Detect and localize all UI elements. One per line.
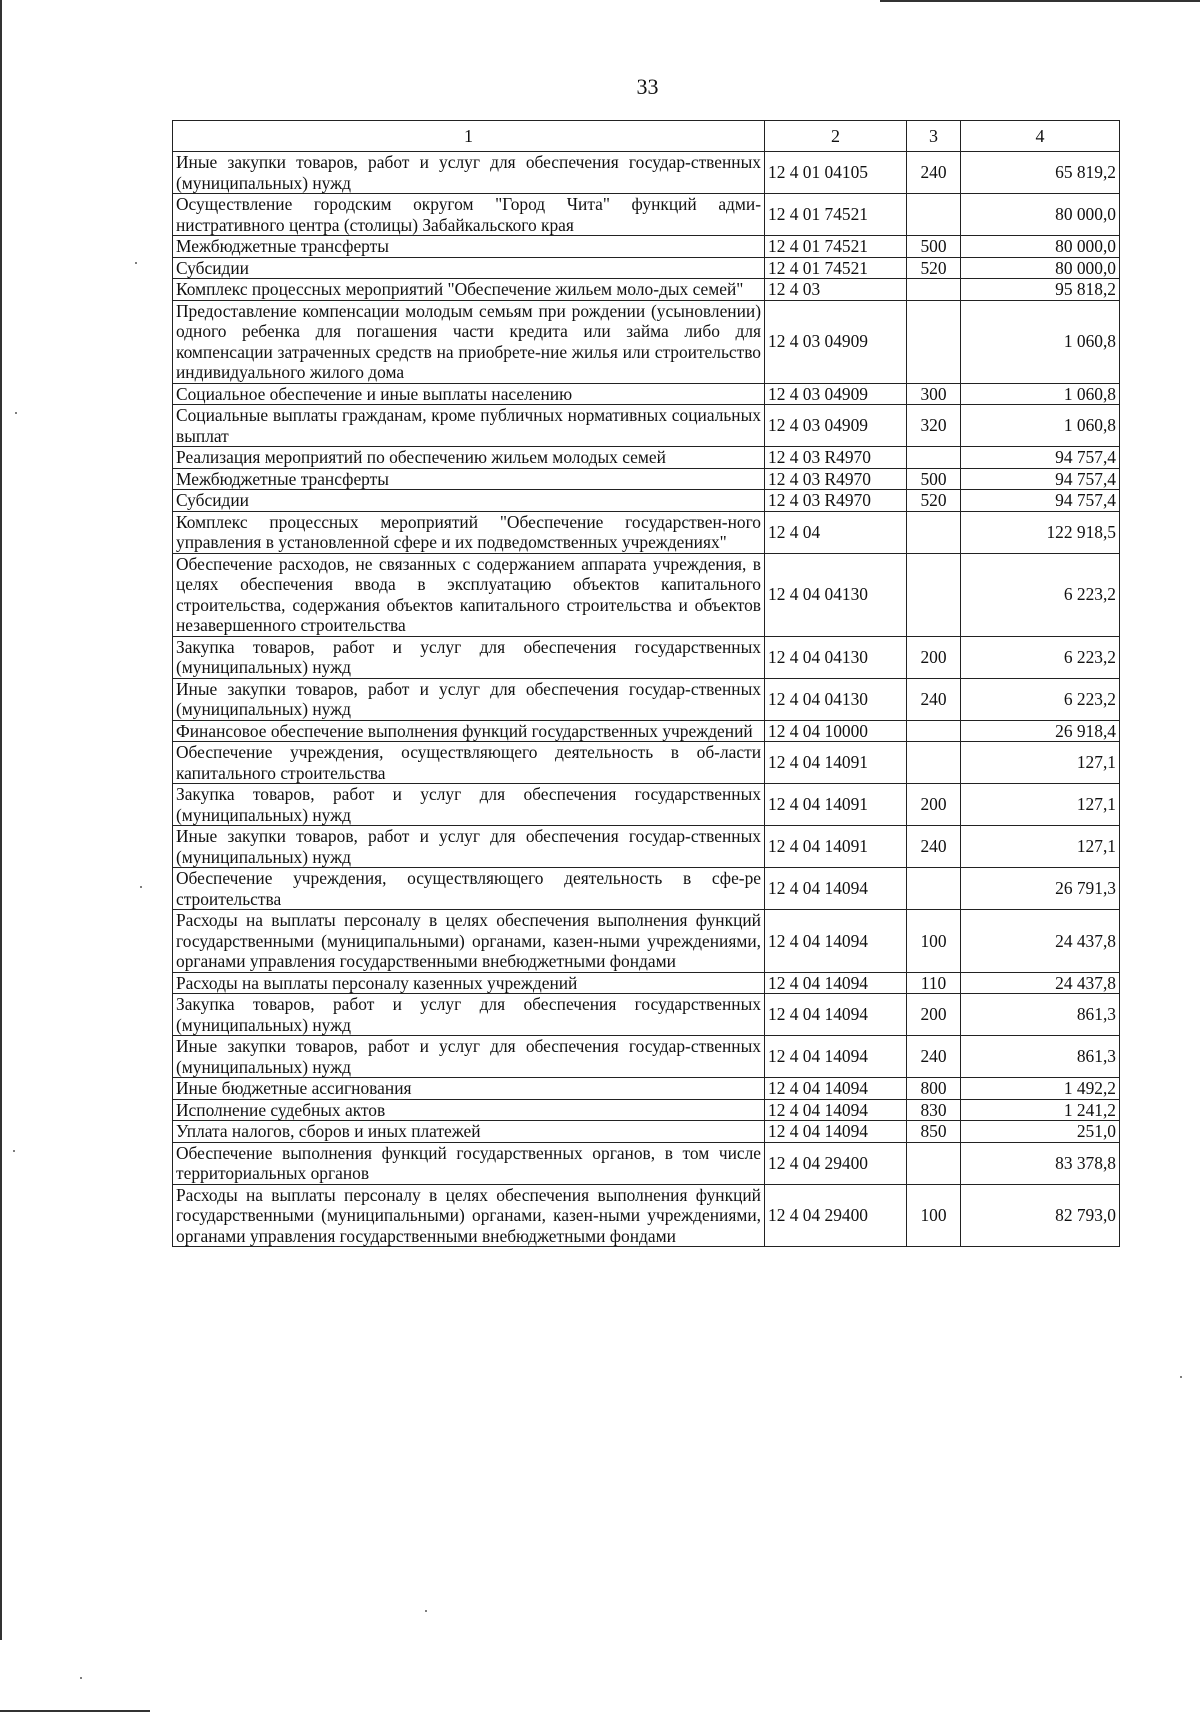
row-sum: 861,3 [961,994,1120,1036]
row-expense-type: 200 [907,784,961,826]
scan-speck [425,1610,427,1612]
row-sum: 1 241,2 [961,1099,1120,1121]
table-row [173,468,1120,490]
row-expense-type: 830 [907,1099,961,1121]
row-code: 12 4 04 04130 [765,678,907,720]
row-name: Закупка товаров, работ и услуг для обеспечения государственных (муниципальных) нужд [173,994,765,1036]
row-expense-type [907,279,961,301]
scan-margin-line-bottom [0,1710,150,1712]
row-code: 12 4 04 14094 [765,868,907,910]
row-code: 12 4 04 29400 [765,1142,907,1184]
row-sum: 127,1 [961,784,1120,826]
row-code: 12 4 03 04909 [765,405,907,447]
row-name: Комплекс процессных мероприятий "Обеспечение государствен-ного управления в установленной сфере и их подведомственных учреждениях" [173,511,765,553]
row-sum: 6 223,2 [961,636,1120,678]
row-expense-type: 240 [907,152,961,194]
row-name: Иные закупки товаров, работ и услуг для обеспечения государ-ственных (муниципальных) нужд [173,678,765,720]
row-name: Закупка товаров, работ и услуг для обеспечения государственных (муниципальных) нужд [173,636,765,678]
row-expense-type [907,553,961,636]
row-name: Обеспечение расходов, не связанных с содержанием аппарата учреждения, в целях обеспечения ввода в эксплуатацию объектов капитального строительства, содержания объектов капитального строительства и объектов незавершенного строительства [173,553,765,636]
row-expense-type: 520 [907,257,961,279]
budget-table [172,120,1120,1247]
table-row [173,194,1120,236]
row-expense-type: 520 [907,490,961,512]
row-name: Реализация мероприятий по обеспечению жильем молодых семей [173,447,765,469]
row-expense-type: 100 [907,910,961,973]
row-code: 12 4 04 04130 [765,636,907,678]
row-expense-type: 240 [907,678,961,720]
row-name: Иные закупки товаров, работ и услуг для обеспечения государ-ственных (муниципальных) нужд [173,152,765,194]
row-sum: 26 918,4 [961,720,1120,742]
row-sum: 94 757,4 [961,468,1120,490]
row-sum: 122 918,5 [961,511,1120,553]
row-name: Финансовое обеспечение выполнения функций государственных учреждений [173,720,765,742]
table-row [173,720,1120,742]
table-row [173,257,1120,279]
row-name: Расходы на выплаты персоналу казенных учреждений [173,972,765,994]
table-row [173,300,1120,383]
row-name: Субсидии [173,490,765,512]
row-expense-type: 850 [907,1121,961,1143]
row-code: 12 4 01 74521 [765,257,907,279]
row-expense-type: 320 [907,405,961,447]
row-code: 12 4 01 04105 [765,152,907,194]
row-name: Расходы на выплаты персоналу в целях обеспечения выполнения функций государственными (муниципальными) органами, казен-ными учреждениями, органами управления государственными внебюджетными фондами [173,1184,765,1247]
row-sum: 80 000,0 [961,257,1120,279]
table-row [173,910,1120,973]
row-sum: 24 437,8 [961,972,1120,994]
row-name: Исполнение судебных актов [173,1099,765,1121]
scan-speck [15,412,17,414]
row-sum: 6 223,2 [961,553,1120,636]
row-sum: 95 818,2 [961,279,1120,301]
table-row [173,1142,1120,1184]
scan-speck [135,262,137,264]
row-code: 12 4 04 14091 [765,784,907,826]
row-name: Уплата налогов, сборов и иных платежей [173,1121,765,1143]
table-row [173,636,1120,678]
row-expense-type: 240 [907,1036,961,1078]
row-sum: 1 492,2 [961,1078,1120,1100]
row-expense-type: 240 [907,826,961,868]
row-code: 12 4 01 74521 [765,194,907,236]
row-code: 12 4 04 14094 [765,1099,907,1121]
table-row [173,405,1120,447]
row-name: Межбюджетные трансферты [173,468,765,490]
row-code: 12 4 04 14094 [765,910,907,973]
table-row [173,1078,1120,1100]
row-name: Комплекс процессных мероприятий "Обеспечение жильем моло-дых семей" [173,279,765,301]
row-expense-type [907,1142,961,1184]
row-name: Обеспечение учреждения, осуществляющего деятельность в сфе-ре строительства [173,868,765,910]
table-row [173,447,1120,469]
row-code: 12 4 04 14091 [765,742,907,784]
table-header-row [173,121,1120,152]
table-row [173,383,1120,405]
row-sum: 26 791,3 [961,868,1120,910]
table-row [173,279,1120,301]
row-sum: 24 437,8 [961,910,1120,973]
row-sum: 127,1 [961,826,1120,868]
table-row [173,868,1120,910]
row-code: 12 4 03 R4970 [765,447,907,469]
row-name: Межбюджетные трансферты [173,236,765,258]
row-code: 12 4 03 04909 [765,300,907,383]
table-row [173,972,1120,994]
row-name: Закупка товаров, работ и услуг для обеспечения государственных (муниципальных) нужд [173,784,765,826]
row-code: 12 4 04 14091 [765,826,907,868]
row-expense-type: 500 [907,236,961,258]
row-expense-type [907,447,961,469]
row-code: 12 4 04 04130 [765,553,907,636]
row-code: 12 4 04 14094 [765,994,907,1036]
row-sum: 82 793,0 [961,1184,1120,1247]
row-expense-type: 800 [907,1078,961,1100]
row-name: Осуществление городским округом "Город Чита" функций адми-нистративного центра (столицы) Забайкальского края [173,194,765,236]
row-sum: 94 757,4 [961,490,1120,512]
row-code: 12 4 04 14094 [765,972,907,994]
row-code: 12 4 04 29400 [765,1184,907,1247]
row-expense-type [907,194,961,236]
table-row [173,1036,1120,1078]
row-code: 12 4 03 04909 [765,383,907,405]
row-sum: 1 060,8 [961,383,1120,405]
table-row [173,678,1120,720]
row-sum: 94 757,4 [961,447,1120,469]
row-code: 12 4 04 10000 [765,720,907,742]
row-expense-type: 500 [907,468,961,490]
row-name: Обеспечение учреждения, осуществляющего деятельность в об-ласти капитального строительства [173,742,765,784]
row-code: 12 4 04 [765,511,907,553]
table-row [173,826,1120,868]
table-row [173,152,1120,194]
row-name: Обеспечение выполнения функций государственных органов, в том числе территориальных органов [173,1142,765,1184]
scan-margin-line-top [880,0,1200,2]
row-sum: 251,0 [961,1121,1120,1143]
row-code: 12 4 01 74521 [765,236,907,258]
table-row [173,1099,1120,1121]
scan-speck [140,886,142,888]
column-header-code: 2 [765,121,907,152]
page-number: 33 [636,74,659,99]
row-expense-type [907,868,961,910]
row-sum: 6 223,2 [961,678,1120,720]
row-code: 12 4 03 R4970 [765,468,907,490]
row-sum: 1 060,8 [961,300,1120,383]
row-expense-type: 110 [907,972,961,994]
row-expense-type: 300 [907,383,961,405]
row-name: Социальное обеспечение и иные выплаты населению [173,383,765,405]
row-sum: 83 378,8 [961,1142,1120,1184]
scan-margin-line-left [0,0,2,1640]
row-sum: 80 000,0 [961,236,1120,258]
scan-speck [80,1677,82,1679]
scan-speck [13,1150,15,1152]
row-sum: 80 000,0 [961,194,1120,236]
column-header-sum: 4 [961,121,1120,152]
table-row [173,784,1120,826]
row-expense-type [907,300,961,383]
row-expense-type [907,511,961,553]
row-sum: 127,1 [961,742,1120,784]
table-row [173,994,1120,1036]
row-expense-type: 200 [907,636,961,678]
row-sum: 861,3 [961,1036,1120,1078]
row-name: Иные закупки товаров, работ и услуг для обеспечения государ-ственных (муниципальных) нужд [173,1036,765,1078]
table-row [173,236,1120,258]
table-row [173,490,1120,512]
row-expense-type: 200 [907,994,961,1036]
row-name: Субсидии [173,257,765,279]
row-name: Предоставление компенсации молодым семьям при рождении (усыновлении) одного ребенка для погашения части кредита или займа либо для компенсации затраченных средств на приобрете-ние жилья или строительство индивидуального жилого дома [173,300,765,383]
scan-speck [1180,1376,1182,1378]
row-code: 12 4 03 [765,279,907,301]
row-code: 12 4 04 14094 [765,1036,907,1078]
row-code: 12 4 04 14094 [765,1121,907,1143]
row-sum: 65 819,2 [961,152,1120,194]
column-header-expense-type: 3 [907,121,961,152]
column-header-name: 1 [173,121,765,152]
row-expense-type: 100 [907,1184,961,1247]
row-name: Расходы на выплаты персоналу в целях обеспечения выполнения функций государственными (муниципальными) органами, казен-ными учреждениями, органами управления государственными внебюджетными фондами [173,910,765,973]
row-sum: 1 060,8 [961,405,1120,447]
row-code: 12 4 03 R4970 [765,490,907,512]
row-name: Иные бюджетные ассигнования [173,1078,765,1100]
row-code: 12 4 04 14094 [765,1078,907,1100]
table-row [173,511,1120,553]
row-expense-type [907,720,961,742]
row-name: Социальные выплаты гражданам, кроме публичных нормативных социальных выплат [173,405,765,447]
table-row [173,1121,1120,1143]
table-row [173,742,1120,784]
table-row [173,553,1120,636]
table-row [173,1184,1120,1247]
row-name: Иные закупки товаров, работ и услуг для обеспечения государ-ственных (муниципальных) нужд [173,826,765,868]
row-expense-type [907,742,961,784]
